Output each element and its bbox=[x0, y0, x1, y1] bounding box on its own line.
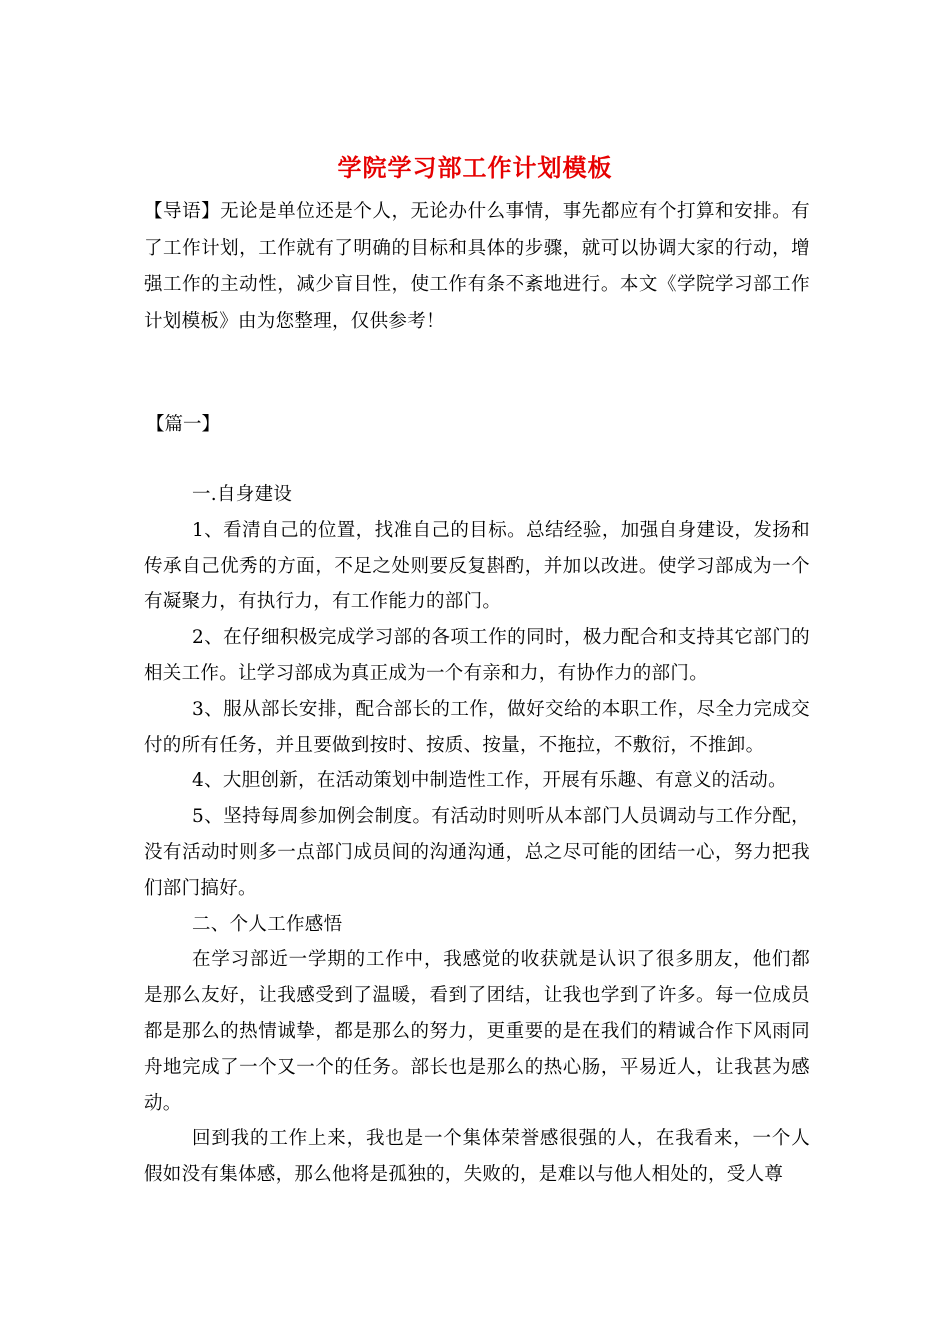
intro-paragraph: 【导语】无论是单位还是个人，无论办什么事情，事先都应有个打算和安排。有了工作计划，工作就有了明确的目标和具体的步骤，就可以协调大家的行动，增强工作的主动性，减少盲目性，使工作有条不紊地进行。本文《学院学习部工作计划模板》由为您整理，仅供参考！ bbox=[144, 201, 810, 332]
paragraph: 1、看清自己的位置，找准自己的目标。总结经验，加强自身建设，发扬和传承自己优秀的方面，不足之处则要反复斟酌，并加以改进。使学习部成为一个有凝聚力，有执行力，有工作能力的部门。 bbox=[144, 519, 810, 613]
document-body bbox=[144, 477, 810, 1193]
paragraph: 回到我的工作上来，我也是一个集体荣誉感很强的人，在我看来，一个人假如没有集体感，那么他将是孤独的，失败的，是难以与他人相处的，受人尊 bbox=[144, 1128, 810, 1186]
paragraph: 4、大胆创新，在活动策划中制造性工作，开展有乐趣、有意义的活动。 bbox=[192, 770, 787, 792]
paragraph: 3、服从部长安排，配合部长的工作，做好交给的本职工作，尽全力完成交付的所有任务，并且要做到按时、按质、按量，不拖拉，不敷衍，不推卸。 bbox=[144, 698, 810, 756]
paragraph: 5、坚持每周参加例会制度。有活动时则听从本部门人员调动与工作分配，没有活动时则多一点部门成员间的沟通沟通，总之尽可能的团结一心，努力把我们部门搞好。 bbox=[144, 806, 810, 899]
section-label: 【篇一】 bbox=[146, 414, 221, 435]
paragraph: 2、在仔细积极完成学习部的各项工作的同时，极力配合和支持其它部门的相关工作。让学习部成为真正成为一个有亲和力，有协作力的部门。 bbox=[144, 627, 810, 684]
section-heading: 二、个人工作感悟 bbox=[192, 913, 343, 935]
section-heading: 一.自身建设 bbox=[192, 484, 293, 505]
document-title: 学院学习部工作计划模板 bbox=[337, 153, 613, 182]
paragraph: 在学习部近一学期的工作中，我感觉的收获就是认识了很多朋友，他们都是那么友好，让我感受到了温暖，看到了团结，让我也学到了许多。每一位成员都是那么的热情诚挚，都是那么的努力，更重要的是在我们的精诚合作下风雨同舟地完成了一个又一个的任务。部长也是那么的热心肠，平易近人，让我甚为感动。 bbox=[144, 949, 810, 1114]
